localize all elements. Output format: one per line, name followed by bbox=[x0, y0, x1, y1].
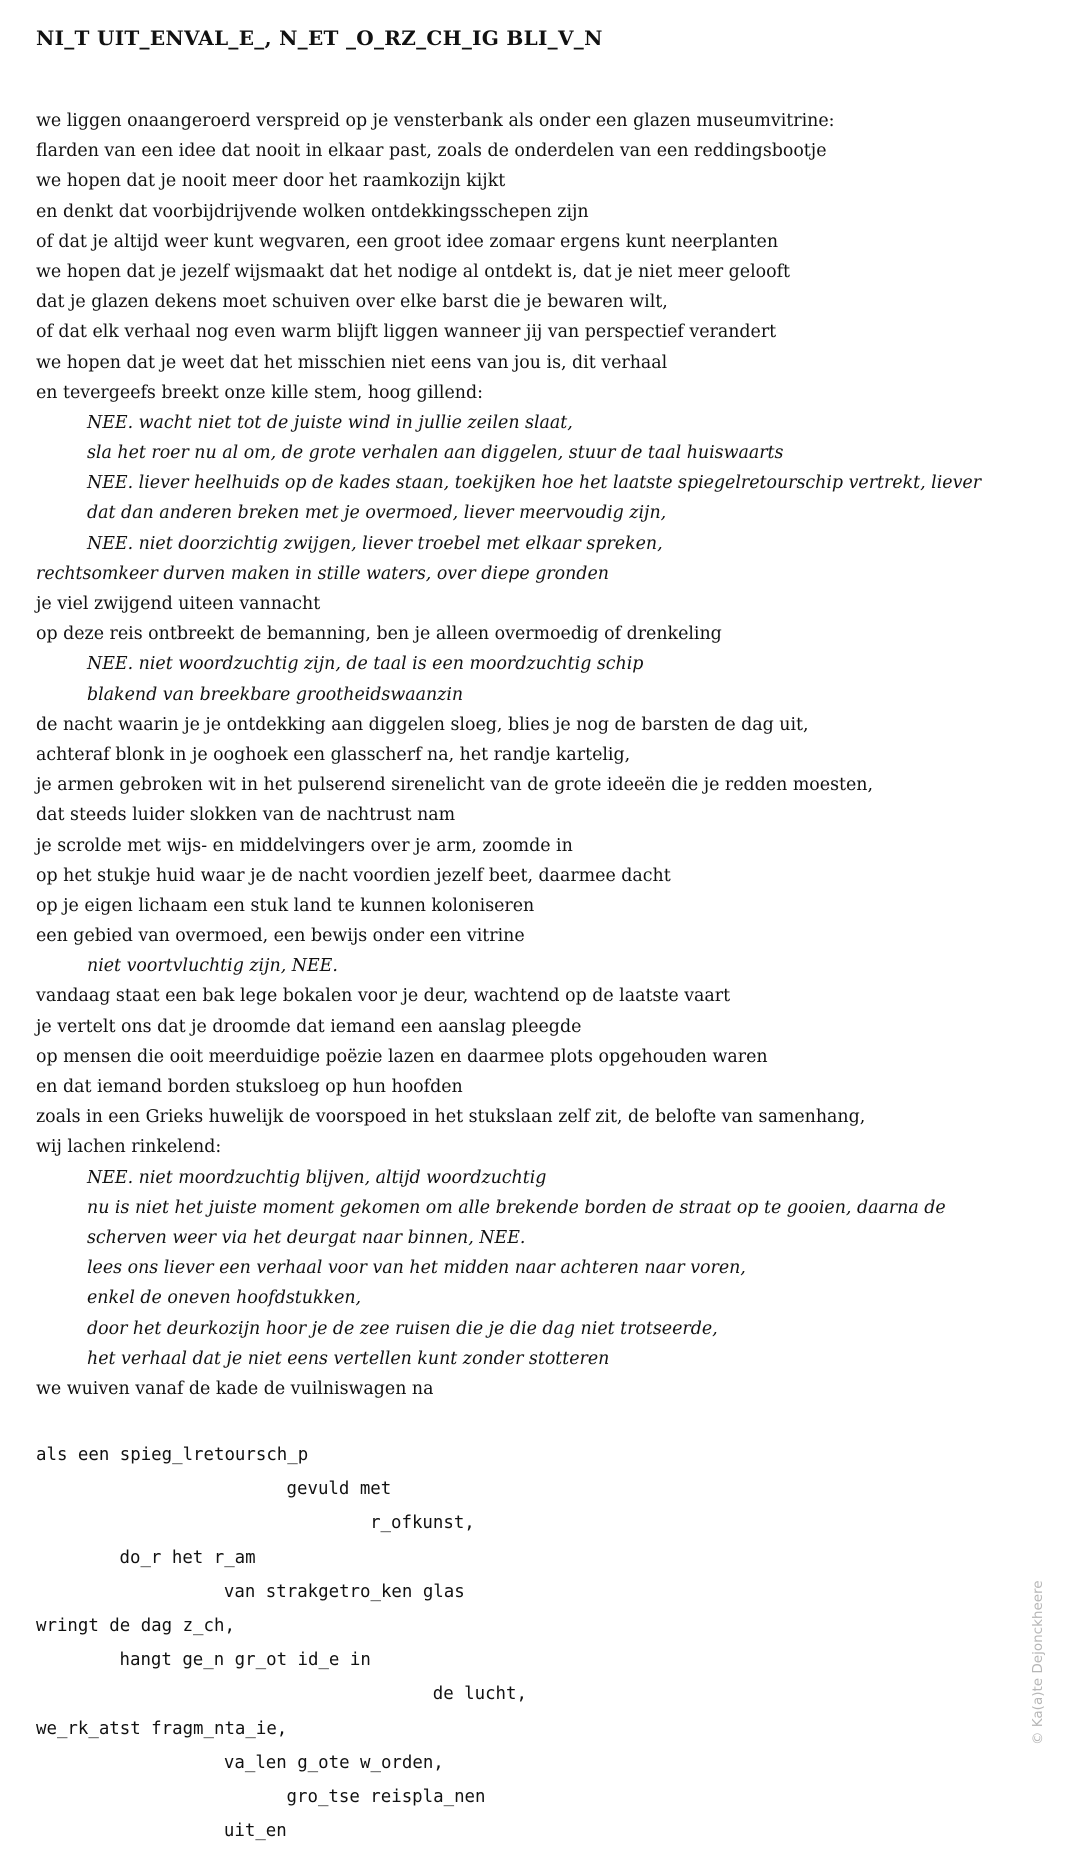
poem-line: je armen gebroken wit in het pulserend sirenelicht van de grote ideeën die je redden moesten, bbox=[36, 775, 874, 796]
poem-line: en dat iemand borden stuksloeg op hun hoofden bbox=[36, 1077, 463, 1097]
scattered-line: de lucht, bbox=[432, 1684, 527, 1705]
poem-line: of dat elk verhaal nog even warm blijft liggen wanneer jij van perspectief verandert bbox=[36, 322, 777, 343]
poem-line: NEE. wacht niet tot de juiste wind in jullie zeilen slaat, bbox=[87, 412, 573, 433]
poem-line: flarden van een idee dat nooit in elkaar past, zoals de onderdelen van een reddingsbootje bbox=[36, 141, 827, 162]
poem-line: wij lachen rinkelend: bbox=[36, 1137, 222, 1158]
poem-line: een gebied van overmoed, een bewijs onder een vitrine bbox=[36, 926, 525, 947]
poem-line: door het deurkozijn hoor je de zee ruisen die je die dag niet trotseerde, bbox=[87, 1318, 718, 1339]
scattered-line: gro_tse reispla_nen bbox=[286, 1786, 486, 1807]
scattered-line: uit_en bbox=[223, 1821, 287, 1842]
scattered-line: va_len g_ote w_orden, bbox=[223, 1752, 444, 1773]
scattered-line: r_ofkunst, bbox=[370, 1513, 475, 1534]
poem-line: je viel zwijgend uiteen vannacht bbox=[36, 594, 321, 614]
scattered-line: als een spieg_lretoursch_p bbox=[36, 1445, 309, 1465]
poem-line: we hopen dat je weet dat het misschien niet eens van jou is, dit verhaal bbox=[36, 352, 668, 373]
poem-line: enkel de oneven hoofdstukken, bbox=[87, 1288, 362, 1309]
poem-title: NI_T UIT_ENVAL_E_, N_ET _O_RZ_CH_IG BLI_V_N bbox=[36, 26, 603, 50]
poem-line: dat dan anderen breken met je overmoed, liever meervoudig zijn, bbox=[87, 503, 667, 524]
poem-line: zoals in een Grieks huwelijk de voorspoed in het stukslaan zelf zit, de belofte van samenhang, bbox=[36, 1107, 866, 1128]
scattered-line: we_rk_atst fragm_nta_ie, bbox=[36, 1718, 288, 1739]
poem-line: en tevergeefs breekt onze kille stem, hoog gillend: bbox=[36, 382, 483, 403]
poem-line: niet voortvluchtig zijn, NEE. bbox=[87, 956, 338, 977]
poem-line: op mensen die ooit meerduidige poëzie lazen en daarmee plots opgehouden waren bbox=[36, 1046, 768, 1067]
poem-page bbox=[36, 20, 1036, 1842]
poem-line: het verhaal dat je niet eens vertellen kunt zonder stotteren bbox=[87, 1348, 610, 1369]
scattered-line: wringt de dag z_ch, bbox=[36, 1615, 235, 1636]
scattered-line: hangt ge_n gr_ot id_e in bbox=[119, 1650, 371, 1671]
scattered-line: do_r het r_am bbox=[119, 1547, 256, 1568]
poem-line: NEE. niet woordzuchtig zijn, de taal is een moordzuchtig schip bbox=[87, 654, 644, 675]
poem-line: dat je glazen dekens moet schuiven over elke barst die je bewaren wilt, bbox=[36, 292, 668, 313]
poem-line: NEE. liever heelhuids op de kades staan, toekijken hoe het laatste spiegelretourschip vertrekt, liever bbox=[87, 473, 982, 494]
poem-line: je vertelt ons dat je droomde dat iemand een aanslag pleegde bbox=[36, 1016, 582, 1037]
poem-line: de nacht waarin je je ontdekking aan diggelen sloeg, blies je nog de barsten de dag uit, bbox=[36, 714, 809, 735]
poem-line: we wuiven vanaf de kade de vuilniswagen na bbox=[36, 1378, 434, 1399]
poem-line: NEE. niet doorzichtig zwijgen, liever troebel met elkaar spreken, bbox=[87, 533, 663, 554]
poem-line: scherven weer via het deurgat naar binnen, NEE. bbox=[87, 1227, 526, 1248]
poem-line: op deze reis ontbreekt de bemanning, ben je alleen overmoedig of drenkeling bbox=[36, 624, 722, 645]
scattered-line: van strakgetro_ken glas bbox=[223, 1581, 465, 1602]
poem-line: je scrolde met wijs- en middelvingers over je arm, zoomde in bbox=[36, 835, 573, 856]
poem-line: blakend van breekbare grootheidswaanzin bbox=[87, 684, 464, 705]
poem-line: we hopen dat je jezelf wijsmaakt dat het nodige al ontdekt is, dat je niet meer gelooft bbox=[36, 261, 791, 282]
poem-body bbox=[36, 106, 1036, 1404]
poem-line: we hopen dat je nooit meer door het raamkozijn kijkt bbox=[36, 171, 506, 192]
poem-line: op het stukje huid waar je de nacht voordien jezelf beet, daarmee dacht bbox=[36, 865, 671, 886]
poem-line: of dat je altijd weer kunt wegvaren, een groot idee zomaar ergens kunt neerplanten bbox=[36, 231, 779, 252]
poem-line: nu is niet het juiste moment gekomen om alle brekende borden de straat op te gooien, daarna de bbox=[87, 1197, 946, 1218]
poem-line: dat steeds luider slokken van de nachtrust nam bbox=[36, 805, 456, 826]
poem-line: achteraf blonk in je ooghoek een glasscherf na, het randje kartelig, bbox=[36, 744, 631, 765]
poem-line: sla het roer nu al om, de grote verhalen aan diggelen, stuur de taal huiswaarts bbox=[87, 443, 784, 464]
scattered-line: gevuld met bbox=[286, 1479, 392, 1500]
poem-line: lees ons liever een verhaal voor van het midden naar achteren naar voren, bbox=[87, 1258, 746, 1279]
poem-line: vandaag staat een bak lege bokalen voor je deur, wachtend op de laatste vaart bbox=[36, 986, 731, 1007]
poem-line: rechtsomkeer durven maken in stille waters, over diepe gronden bbox=[36, 563, 609, 584]
poem-line: en denkt dat voorbijdrijvende wolken ontdekkingsschepen zijn bbox=[36, 201, 589, 222]
poem-scattered-stanza bbox=[36, 1438, 1036, 1848]
poem-line: we liggen onaangeroerd verspreid op je vensterbank als onder een glazen museumvitrine: bbox=[36, 111, 835, 131]
poem-line: op je eigen lichaam een stuk land te kunnen koloniseren bbox=[36, 895, 535, 916]
copyright-credit: © Ka(a)te Dejonckheere bbox=[1030, 1580, 1046, 1745]
poem-line: NEE. niet moordzuchtig blijven, altijd woordzuchtig bbox=[87, 1167, 547, 1188]
